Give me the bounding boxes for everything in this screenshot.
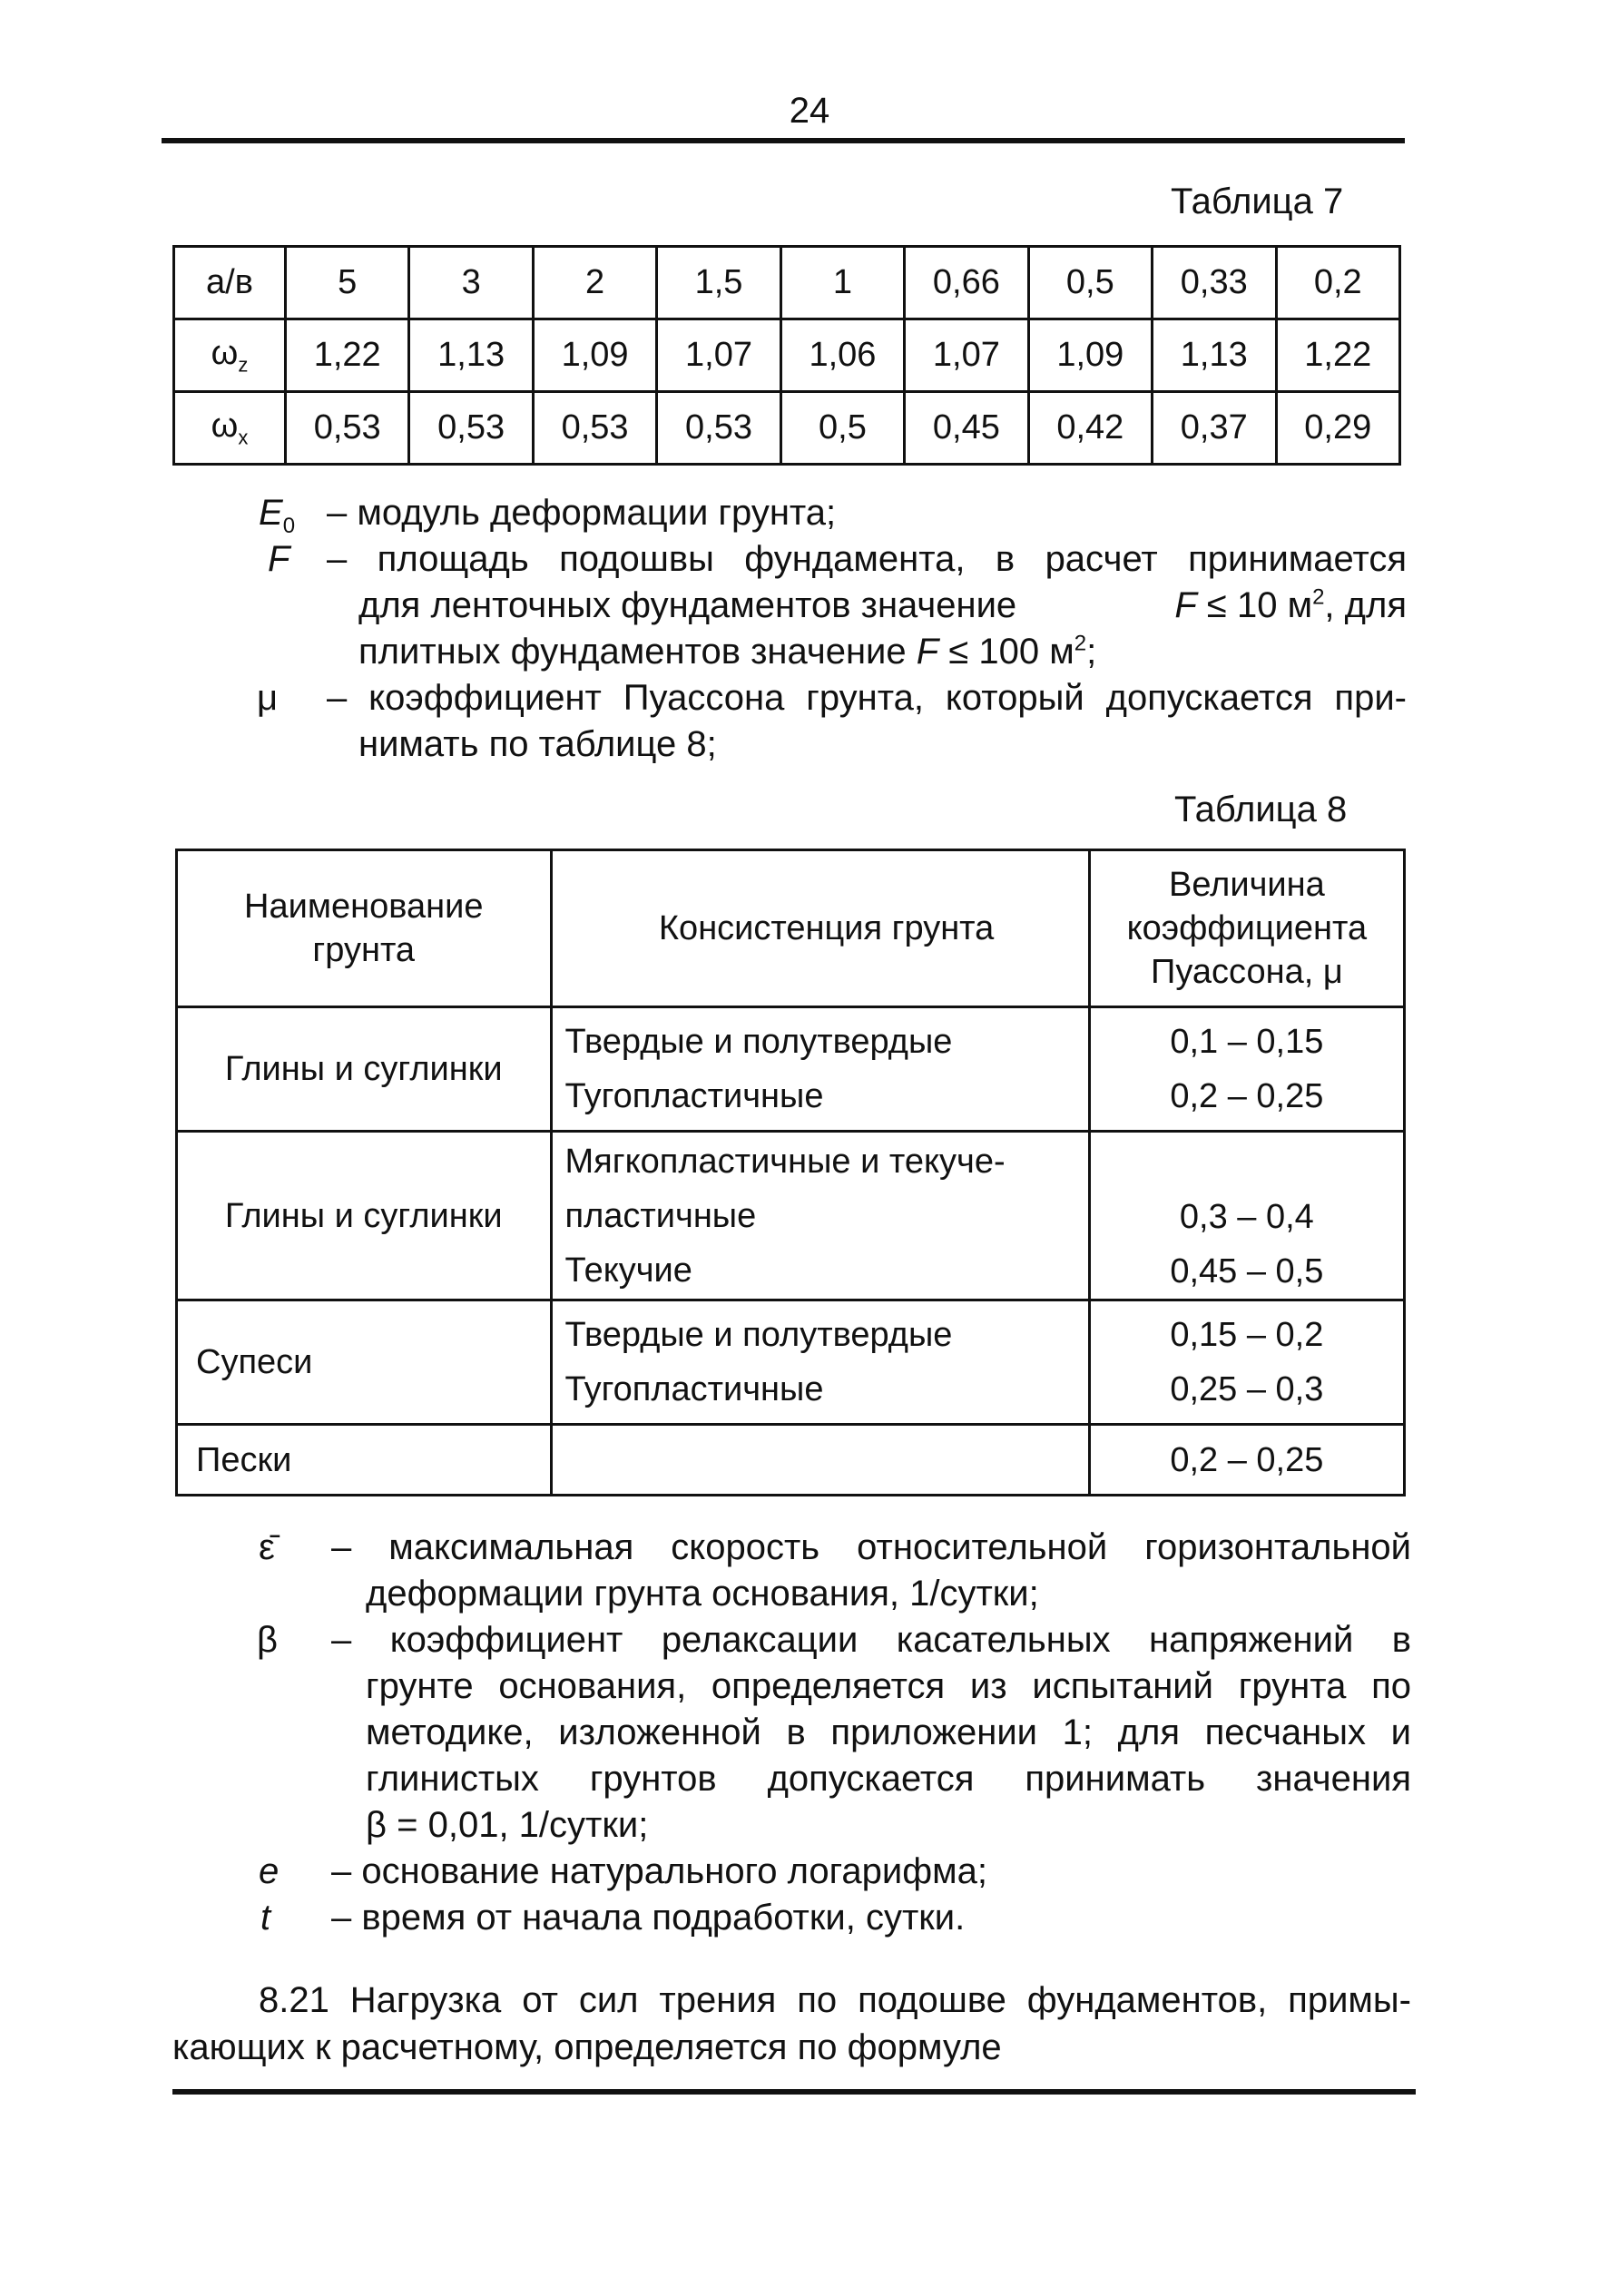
table7-row-label (174, 392, 286, 465)
t-symbol: t (260, 1898, 271, 1938)
table8-consistency: Мягкопластичные и текуче- пластичные Текучие (551, 1132, 1089, 1300)
table-row (174, 247, 1400, 319)
table7-cell: 1,09 (533, 319, 656, 392)
f-definition-line1: – площадь подошвы фундамента, в расчет принимается (327, 539, 1407, 579)
table8-header-name: Наименование грунта (177, 850, 552, 1007)
table7-cell: 0,29 (1276, 392, 1400, 465)
table7-cell: 0,53 (657, 392, 780, 465)
table8-poisson-value: 0,3 – 0,4 0,45 – 0,5 (1089, 1132, 1404, 1300)
table7-cell: 0,53 (409, 392, 533, 465)
paragraph-8-21-line1: 8.21 Нагрузка от сил трения по подошве фундаментов, примы- (259, 1980, 1411, 2020)
table7-row-label: а/в (174, 247, 286, 319)
t-definition: – время от начала подработки, сутки. (331, 1898, 966, 1938)
omega-subscript: z (238, 353, 249, 377)
table7-cell: 0,53 (533, 392, 656, 465)
table7 (172, 245, 1401, 466)
table7-cell: 1,5 (657, 247, 780, 319)
e0-symbol: $E_0$ (259, 493, 296, 538)
table-row (177, 1425, 1405, 1496)
table-row (177, 1300, 1405, 1425)
mu-definition-line1: – коэффициент Пуассона грунта, который допускается при- (327, 678, 1407, 718)
beta-symbol: β (257, 1620, 279, 1660)
table7-cell: 0,53 (286, 392, 409, 465)
table7-cell: 0,5 (1028, 247, 1152, 319)
table8-soil-name: Глины и суглинки (177, 1007, 552, 1132)
mu-symbol: μ (257, 678, 279, 718)
table7-cell: 1,22 (1276, 319, 1400, 392)
table-header-row (177, 850, 1405, 1007)
beta-definition-line1: – коэффициент релаксации касательных напряжений в (331, 1620, 1411, 1660)
omega-subscript: x (238, 426, 249, 449)
table8-soil-name: Супеси (177, 1300, 552, 1425)
table7-cell: 1,06 (780, 319, 904, 392)
table8-header-poisson: Величина коэффициента Пуассона, μ (1089, 850, 1404, 1007)
mu-definition-line2: нимать по таблице 8; (358, 724, 717, 764)
table7-cell: 1,09 (1028, 319, 1152, 392)
paragraph-8-21-line2: кающих к расчетному, определяется по формуле (172, 2027, 1002, 2067)
table-row (177, 1132, 1405, 1300)
table8-poisson-value: 0,2 – 0,25 (1089, 1425, 1404, 1496)
table7-cell: 2 (533, 247, 656, 319)
beta-definition-line2: грунте основания, определяется из испытаний грунта по (366, 1666, 1411, 1706)
beta-definition-line5: β = 0,01, 1/сутки; (366, 1805, 649, 1845)
table8-consistency: Твердые и полутвердые Тугопластичные (551, 1300, 1089, 1425)
table8-soil-name: Пески (177, 1425, 552, 1496)
table7-cell: 1 (780, 247, 904, 319)
table7-cell: 0,2 (1276, 247, 1400, 319)
f-symbol: F (268, 539, 290, 579)
e0-definition: – модуль деформации грунта; (327, 493, 837, 533)
table7-cell: 1,07 (905, 319, 1028, 392)
table7-cell: 1,13 (1153, 319, 1276, 392)
table7-cell: 0,45 (905, 392, 1028, 465)
omega-symbol: ω (211, 333, 239, 372)
table-row (177, 1007, 1405, 1132)
table8-consistency: Твердые и полутвердые Тугопластичные (551, 1007, 1089, 1132)
table7-row-label (174, 319, 286, 392)
table7-caption: Таблица 7 (1171, 182, 1344, 221)
page-number: 24 (789, 91, 830, 131)
epsilon-symbol: ε̄ (259, 1527, 275, 1567)
table7-cell: 1,22 (286, 319, 409, 392)
table7-cell: 1,13 (409, 319, 533, 392)
table8-poisson-value: 0,1 – 0,15 0,2 – 0,25 (1089, 1007, 1404, 1132)
table8 (175, 849, 1406, 1496)
e-definition: – основание натурального логарифма; (331, 1851, 987, 1891)
table7-cell: 0,5 (780, 392, 904, 465)
table7-cell: 3 (409, 247, 533, 319)
table8-soil-name: Глины и суглинки (177, 1132, 552, 1300)
table7-cell: 0,42 (1028, 392, 1152, 465)
table8-poisson-value: 0,15 – 0,2 0,25 – 0,3 (1089, 1300, 1404, 1425)
table-row (174, 392, 1400, 465)
table8-header-consistency: Консистенция грунта (551, 850, 1089, 1007)
f-definition-line3: плитных фундаментов значение F ≤ 100 $м^2$; (358, 631, 1097, 672)
table8-caption: Таблица 8 (1174, 790, 1348, 829)
table7-cell: 0,33 (1153, 247, 1276, 319)
table7-cell: 1,07 (657, 319, 780, 392)
e-symbol: e (259, 1851, 280, 1891)
table7-cell: 0,37 (1153, 392, 1276, 465)
top-divider (162, 138, 1405, 143)
bottom-divider (172, 2089, 1416, 2095)
epsilon-definition-line2: деформации грунта основания, 1/сутки; (366, 1574, 1039, 1614)
beta-definition-line4: глинистых грунтов допускается принимать значения (366, 1759, 1411, 1799)
table8-consistency (551, 1425, 1089, 1496)
table7-cell: 5 (286, 247, 409, 319)
beta-definition-line3: методике, изложенной в приложении 1; для песчаных и (366, 1712, 1411, 1752)
omega-symbol: ω (211, 406, 239, 445)
table7-cell: 0,66 (905, 247, 1028, 319)
f-definition-line2: для ленточных фундаментов значение F ≤ 10 $м^2$, для (358, 584, 1407, 625)
epsilon-definition-line1: – максимальная скорость относительной горизонтальной (331, 1527, 1411, 1567)
table-row (174, 319, 1400, 392)
